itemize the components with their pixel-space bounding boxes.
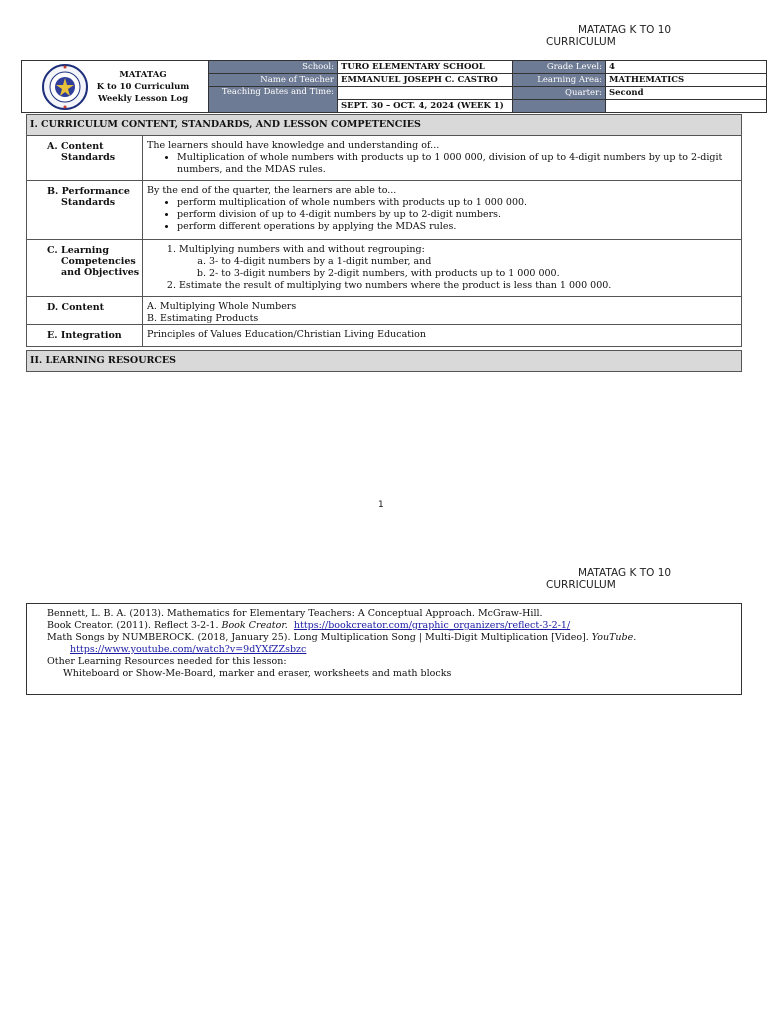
title-weekly-log: Weekly Lesson Log [97, 93, 189, 104]
quarter-label: Quarter: [513, 87, 606, 100]
curriculum-header [546, 24, 671, 48]
learning-competencies-row: C. Learning Competencies and Objectives 1. Multiplying numbers with and without regrouping: a. 3- to 4-digit numbers by a 1-digit number, and b. 2- to 3-digit numbers by 2-digit numbers, with products up to 1 000 000. 2. Estimate the result of multiplying two numbers where the product is less than 1 000 000. [26, 240, 742, 297]
section1-title: I. CURRICULUM CONTENT, STANDARDS, AND LESSON COMPETENCIES [26, 114, 742, 136]
integration-row: E. Integration Principles of Values Education/Christian Living Education [26, 325, 742, 347]
content-label: Content [61, 302, 105, 313]
content-standards-bullet: • Multiplication of whole numbers with products up to 1 000 000, division of up to 4-digit numbers by up to 2-digit numbers, and the MDAS rules. [177, 152, 737, 176]
quarter-value: Second [606, 87, 767, 100]
curriculum-section [26, 114, 742, 347]
other-resources-label: Other Learning Resources needed for this lesson: [47, 656, 287, 667]
integration-text: Principles of Values Education/Christian Living Education [147, 329, 426, 340]
performance-standards-label: Performance [61, 186, 130, 197]
learning-area-value: MATHEMATICS [606, 74, 767, 87]
content-standards-label: Content [61, 141, 104, 152]
content-standards-intro: The learners should have knowledge and understanding of... [147, 140, 440, 151]
content-standards-row: A. Content Standards The learners should have knowledge and understanding of... • Multiplication of whole numbers with products up to 1 000 000, division of up to 4-digit numbers by up to 2-digit numbers, and the MDAS rules. [26, 136, 742, 181]
teacher-value: EMMANUEL JOSEPH C. CASTRO [338, 74, 513, 87]
reference-3: Math Songs by NUMBEROCK. (2018, January 25). Long Multiplication Song | Multi-Digit Multiplication [Video]. YouTube. [47, 632, 637, 643]
performance-bullet: • perform different operations by applying the MDAS rules. [177, 221, 737, 233]
grade-level-value: 4 [606, 61, 767, 74]
header-line2: CURRICULUM [546, 36, 616, 48]
content-row: D. Content A. Multiplying Whole Numbers B. Estimating Products [26, 297, 742, 325]
competency-item-1: 1. Multiplying numbers with and without regrouping: a. 3- to 4-digit numbers by a 1-digit number, and b. 2- to 3-digit numbers by 2-digit numbers, with products up to 1 000 000. [179, 244, 737, 280]
competency-item-1b: b. 2- to 3-digit numbers by 2-digit numbers, with products up to 1 000 000. [209, 268, 737, 280]
performance-standards-intro: By the end of the quarter, the learners are able to... [147, 185, 397, 196]
competency-item-2: 2. Estimate the result of multiplying two numbers where the product is less than 1 000 000. [179, 280, 737, 292]
section2-title: II. LEARNING RESOURCES [26, 350, 742, 372]
title-matatag: MATATAG [119, 69, 167, 80]
other-resources-items: Whiteboard or Show-Me-Board, marker and eraser, worksheets and math blocks [63, 668, 452, 679]
page-number: 1 [378, 500, 384, 510]
performance-standards-row: B. Performance Standards By the end of the quarter, the learners are able to... • perform multiplication of whole numbers with products up to 1 000 000. • perform division of up to 4-digit numbers by up to 2-digit numbers. • perform different operations by applying the MDAS rules. [26, 181, 742, 240]
performance-bullet: • perform division of up to 4-digit numbers by up to 2-digit numbers. [177, 209, 737, 221]
reference-2: Book Creator. (2011). Reflect 3-2-1. Book Creator. https://bookcreator.com/graphic_organizers/reflect-3-2-1/ [47, 620, 571, 631]
learning-resources-section [26, 350, 742, 372]
performance-bullet: • perform multiplication of whole numbers with products up to 1 000 000. [177, 197, 737, 209]
title-curriculum: K to 10 Curriculum [96, 81, 190, 92]
references-box [26, 603, 742, 695]
teaching-dates-value: SEPT. 30 – OCT. 4, 2024 (WEEK 1) [338, 100, 513, 113]
school-value: TURO ELEMENTARY SCHOOL [338, 61, 513, 74]
grade-level-label: Grade Level: [513, 61, 606, 74]
curriculum-header-page2: MATATAG K TO 10 CURRICULUM [546, 567, 672, 591]
integration-label: Integration [60, 330, 122, 341]
header-line1: MATATAG K TO 10 [578, 24, 672, 36]
teacher-label: Name of Teacher [209, 74, 338, 87]
logo-title-cell [22, 61, 209, 113]
content-line-b: B. Estimating Products [147, 313, 259, 324]
competency-item-1a: a. 3- to 4-digit numbers by a 1-digit number, and [209, 256, 737, 268]
bookcreator-link[interactable]: https://bookcreator.com/graphic_organizers/reflect-3-2-1/ [293, 620, 571, 631]
lesson-info-table [21, 60, 767, 113]
reference-1: Bennett, L. B. A. (2013). Mathematics for Elementary Teachers: A Conceptual Approach. McGraw-Hill. [47, 608, 543, 619]
learning-area-label: Learning Area: [513, 74, 606, 87]
school-label: School: [209, 61, 338, 74]
youtube-link[interactable]: https://www.youtube.com/watch?v=9dYXfZZsbzc [70, 644, 307, 655]
teaching-dates-label: Teaching Dates and Time: [209, 87, 338, 113]
deped-seal-icon [41, 63, 89, 111]
learning-competencies-label: Learning [61, 245, 109, 256]
content-line-a: A. Multiplying Whole Numbers [147, 301, 297, 312]
